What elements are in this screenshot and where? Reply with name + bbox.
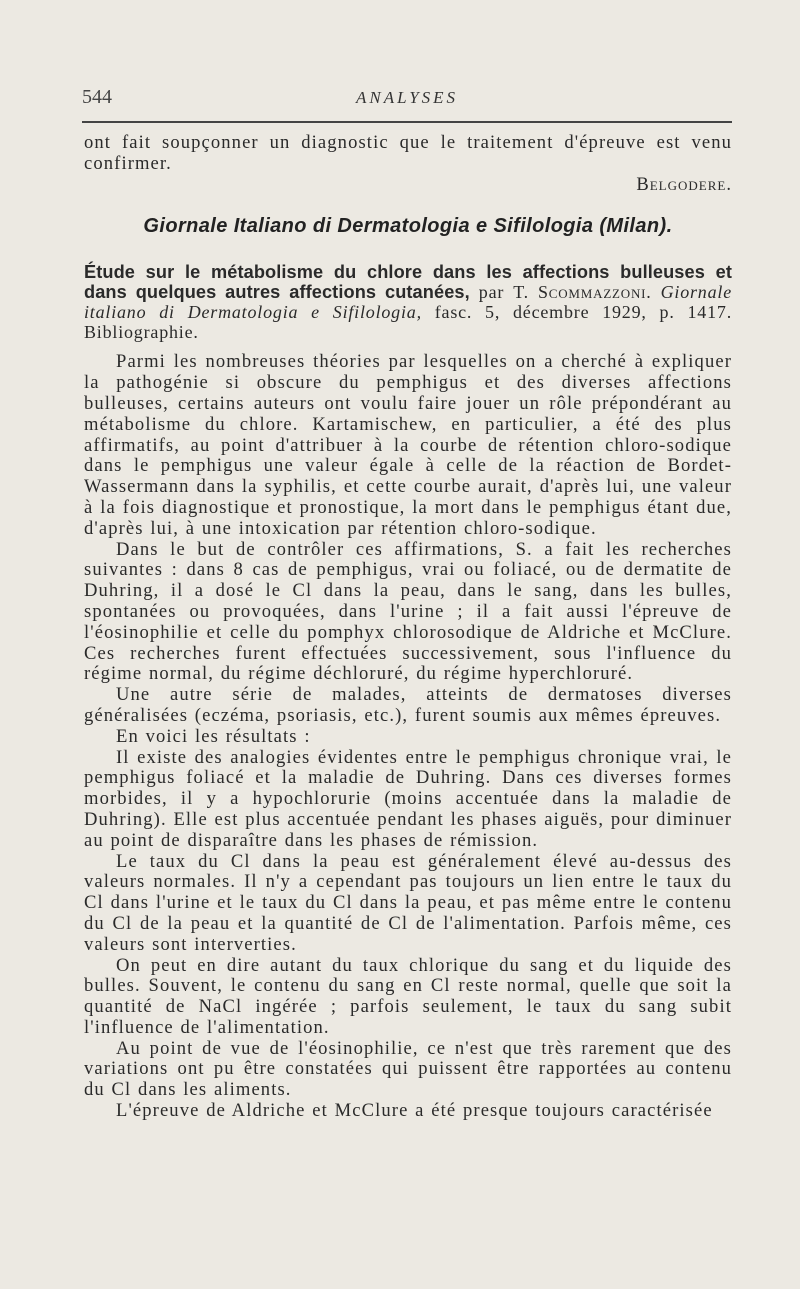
article-journal-ref: Giornale italiano di Dermatologia e Sifilologia, — [84, 282, 733, 323]
paragraph: Une autre série de malades, atteints de dermatoses diverses généralisées (eczéma, psoriasis, etc.), furent soumis aux mêmes épreuves. — [84, 684, 732, 726]
continuation-text: ont fait soupçonner un diagnostic que le traitement d'épreuve est venu confirmer. — [84, 132, 732, 174]
running-title: ANALYSES — [355, 88, 459, 107]
paragraph: Le taux du Cl dans la peau est généralement élevé au-dessus des valeurs normales. Il n'y a cependant pas toujours un lien entre le taux du Cl dans l'urine et le taux du Cl dans la peau, et pas même entre le contenu du Cl de la peau et la quantité de Cl de l'alimentation. Parfois même, ces valeurs sont interverties. — [84, 850, 732, 955]
page-body — [84, 133, 732, 1122]
article-details: fasc. 5, décembre 1929, p. 1417. Bibliographie. — [84, 302, 732, 343]
reviewer-signature: Belgodere. — [636, 173, 732, 195]
paragraph: Au point de vue de l'éosinophilie, ce n'est que très rarement que des variations ont pu être constatées qui puissent être rapportées au contenu du Cl dans les aliments. — [84, 1037, 732, 1101]
page-number: 544 — [82, 86, 112, 108]
paragraph: En voici les résultats : — [116, 725, 311, 747]
paragraph: L'épreuve de Aldriche et McClure a été presque toujours caractérisée — [116, 1100, 713, 1122]
article-heading-text — [84, 262, 732, 342]
paragraph: Parmi les nombreuses théories par lesquelles on a cherché à expliquer la pathogénie si obscure du pemphigus et des diverses affections bulleuses, certains auteurs ont voulu faire jouer un rôle prépondérant au métabolisme du chlore. Kartamischew, en particulier, a été des plus affirmatifs, au point d'attribuer à la courbe de rétention chloro-sodique dans le pemphigus une valeur égale à celle de la réaction de Bordet-Wassermann dans la syphilis, et cette courbe aurait, d'après lui, une valeur à la fois diagnostique et pronostique, la mort dans le pemphigus étant due, d'après lui, à une intoxication par rétention chloro-sodique. — [84, 351, 732, 539]
paragraph: On peut en dire autant du taux chlorique du sang et du liquide des bulles. Souvent, le contenu du sang en Cl reste normal, quelle que soit la quantité de NaCl ingérée ; parfois seulement, le taux du sang subit l'influence de l'alimentation. — [84, 954, 732, 1038]
page-header — [82, 86, 732, 116]
article-author: T. Scommazzoni. — [513, 282, 652, 303]
article-title: Étude sur le métabolisme du chlore dans les affections bulleuses et dans quelques autres affections cutanées, — [84, 262, 732, 303]
paragraph: Il existe des analogies évidentes entre le pemphigus chronique vrai, le pemphigus foliacé et la maladie de Duhring. Dans ces diverses formes morbides, il y a hypochlorurie (moins accentuée dans la maladie de Duhring). Elle est plus accentuée pendant les phases aiguës, pour diminuer au point de disparaître dans les phases de rémission. — [84, 746, 733, 851]
header-rule — [82, 121, 732, 123]
article-heading — [84, 262, 732, 342]
journal-title: Giornale Italiano di Dermatologia e Sifilologia (Milan). — [143, 215, 673, 238]
paragraph: Dans le but de contrôler ces affirmations, S. a fait les recherches suivantes : dans 8 cas de pemphigus, vrai ou foliacé, ou de dermatite de Duhring, il a dosé le Cl dans la peau, dans le sang, dans les bulles, spontanées ou provoquées, dans l'urine ; il a fait aussi l'épreuve de l'éosinophilie et celle du pomphyx chlorosodique de Aldriche et McClure. Ces recherches furent effectuées successivement, sous l'influence du régime normal, du régime déchloruré, du régime hyperchloruré. — [84, 538, 732, 685]
article-by: par — [469, 282, 514, 303]
